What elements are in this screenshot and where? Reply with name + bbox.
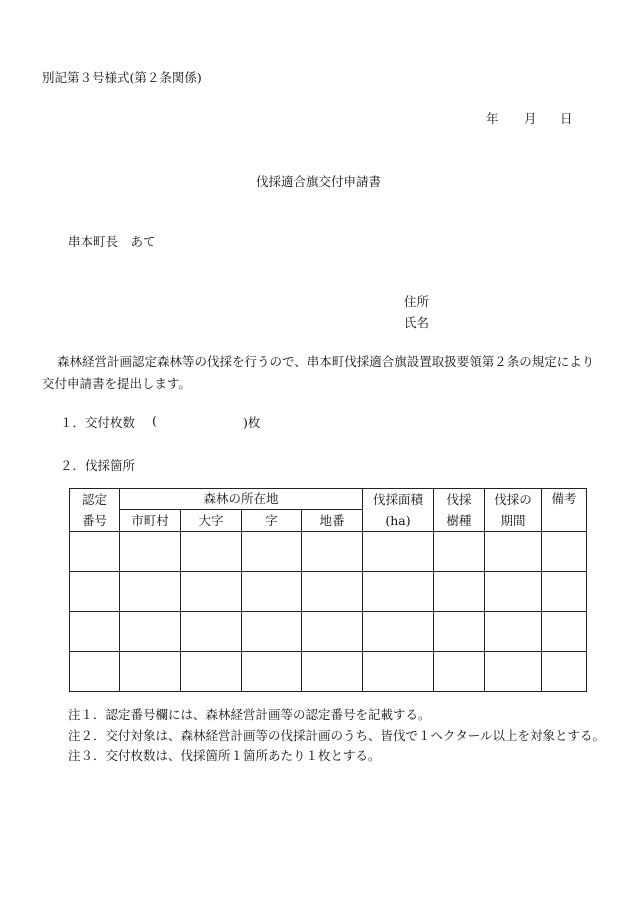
header-cert-number	[70, 489, 120, 532]
date-month-label: 月	[524, 111, 537, 126]
header-cert-number-bottom: 番号	[81, 513, 107, 528]
table-cell[interactable]	[542, 532, 587, 572]
document-title: 伐採適合旗交付申請書	[256, 174, 382, 189]
table-cell[interactable]	[242, 532, 302, 572]
table-cell[interactable]	[434, 532, 485, 572]
header-felling-area-top: 伐採面積	[373, 492, 424, 507]
table-cell[interactable]	[434, 572, 485, 612]
date-year-label: 年	[486, 111, 499, 126]
table-cell[interactable]	[363, 652, 434, 692]
header-felling-period	[485, 489, 542, 532]
table-cell[interactable]	[181, 612, 242, 652]
header-forest-location: 森林の所在地	[120, 489, 363, 510]
body-text-line-1: 森林経営計画認定森林等の伐採を行うので、串本町伐採適合旗設置取扱要領第２条の規定により	[57, 354, 595, 369]
subheader-city: 市町村	[120, 509, 181, 531]
table-cell[interactable]	[542, 652, 587, 692]
applicant-name-label: 氏名	[404, 315, 430, 330]
item-felling-location-label: ２．伐採箇所	[60, 458, 136, 473]
subheader-aza: 字	[242, 509, 302, 531]
table-cell[interactable]	[302, 532, 363, 572]
form-number-label: 別記第３号様式(第２条関係)	[42, 70, 202, 85]
table-cell[interactable]	[302, 612, 363, 652]
table-cell[interactable]	[242, 612, 302, 652]
table-row	[70, 572, 587, 612]
table-cell[interactable]	[70, 572, 120, 612]
table-cell[interactable]	[485, 572, 542, 612]
table-cell[interactable]	[434, 652, 485, 692]
header-cert-number-top: 認定	[81, 492, 107, 507]
header-felling-period-top: 伐採の	[494, 492, 532, 507]
table-cell[interactable]	[120, 532, 181, 572]
table-cell[interactable]	[70, 532, 120, 572]
addressee-line: 串本町長 あて	[68, 234, 156, 249]
table-cell[interactable]	[181, 532, 242, 572]
table-cell[interactable]	[363, 532, 434, 572]
header-felling-species	[434, 489, 485, 532]
table-cell[interactable]	[242, 572, 302, 612]
table-cell[interactable]	[120, 652, 181, 692]
body-text-line-2: 交付申請書を提出します。	[42, 376, 192, 391]
item-issue-count-open-paren: (	[152, 413, 157, 428]
table-cell[interactable]	[542, 612, 587, 652]
table-cell[interactable]	[181, 652, 242, 692]
table-row	[70, 532, 587, 572]
felling-location-table	[69, 488, 587, 692]
applicant-address-label: 住所	[404, 294, 430, 309]
table-cell[interactable]	[242, 652, 302, 692]
table-cell[interactable]	[485, 652, 542, 692]
header-remarks: 備考	[542, 489, 587, 532]
header-felling-species-top: 伐採	[446, 492, 472, 507]
header-felling-area	[363, 489, 434, 532]
header-felling-period-bottom: 期間	[500, 513, 526, 528]
table-cell[interactable]	[485, 612, 542, 652]
header-felling-area-bottom: (ha)	[385, 513, 411, 528]
table-cell[interactable]	[485, 532, 542, 572]
subheader-lot-number: 地番	[302, 509, 363, 531]
table-cell[interactable]	[302, 572, 363, 612]
note-2: 注２．交付対象は、森林経営計画等の伐採計画のうち、皆伐で１ヘクタール以上を対象とする。	[68, 728, 606, 743]
table-row	[70, 612, 587, 652]
item-issue-count-label: １．交付枚数	[60, 415, 136, 430]
table-cell[interactable]	[302, 652, 363, 692]
table-cell[interactable]	[434, 612, 485, 652]
table-cell[interactable]	[120, 612, 181, 652]
table-cell[interactable]	[363, 572, 434, 612]
table-cell[interactable]	[363, 612, 434, 652]
note-1: 注１．認定番号欄には、森林経営計画等の認定番号を記載する。	[68, 707, 431, 722]
table-cell[interactable]	[70, 612, 120, 652]
table-cell[interactable]	[120, 572, 181, 612]
table-cell[interactable]	[542, 572, 587, 612]
date-day-label: 日	[560, 111, 573, 126]
item-issue-count-close-paren: )枚	[243, 415, 261, 430]
subheader-oaza: 大字	[181, 509, 242, 531]
table-row	[70, 652, 587, 692]
header-felling-species-bottom: 樹種	[446, 513, 472, 528]
note-3: 注３．交付枚数は、伐採箇所１箇所あたり１枚とする。	[68, 748, 381, 763]
table-cell[interactable]	[70, 652, 120, 692]
table-cell[interactable]	[181, 572, 242, 612]
